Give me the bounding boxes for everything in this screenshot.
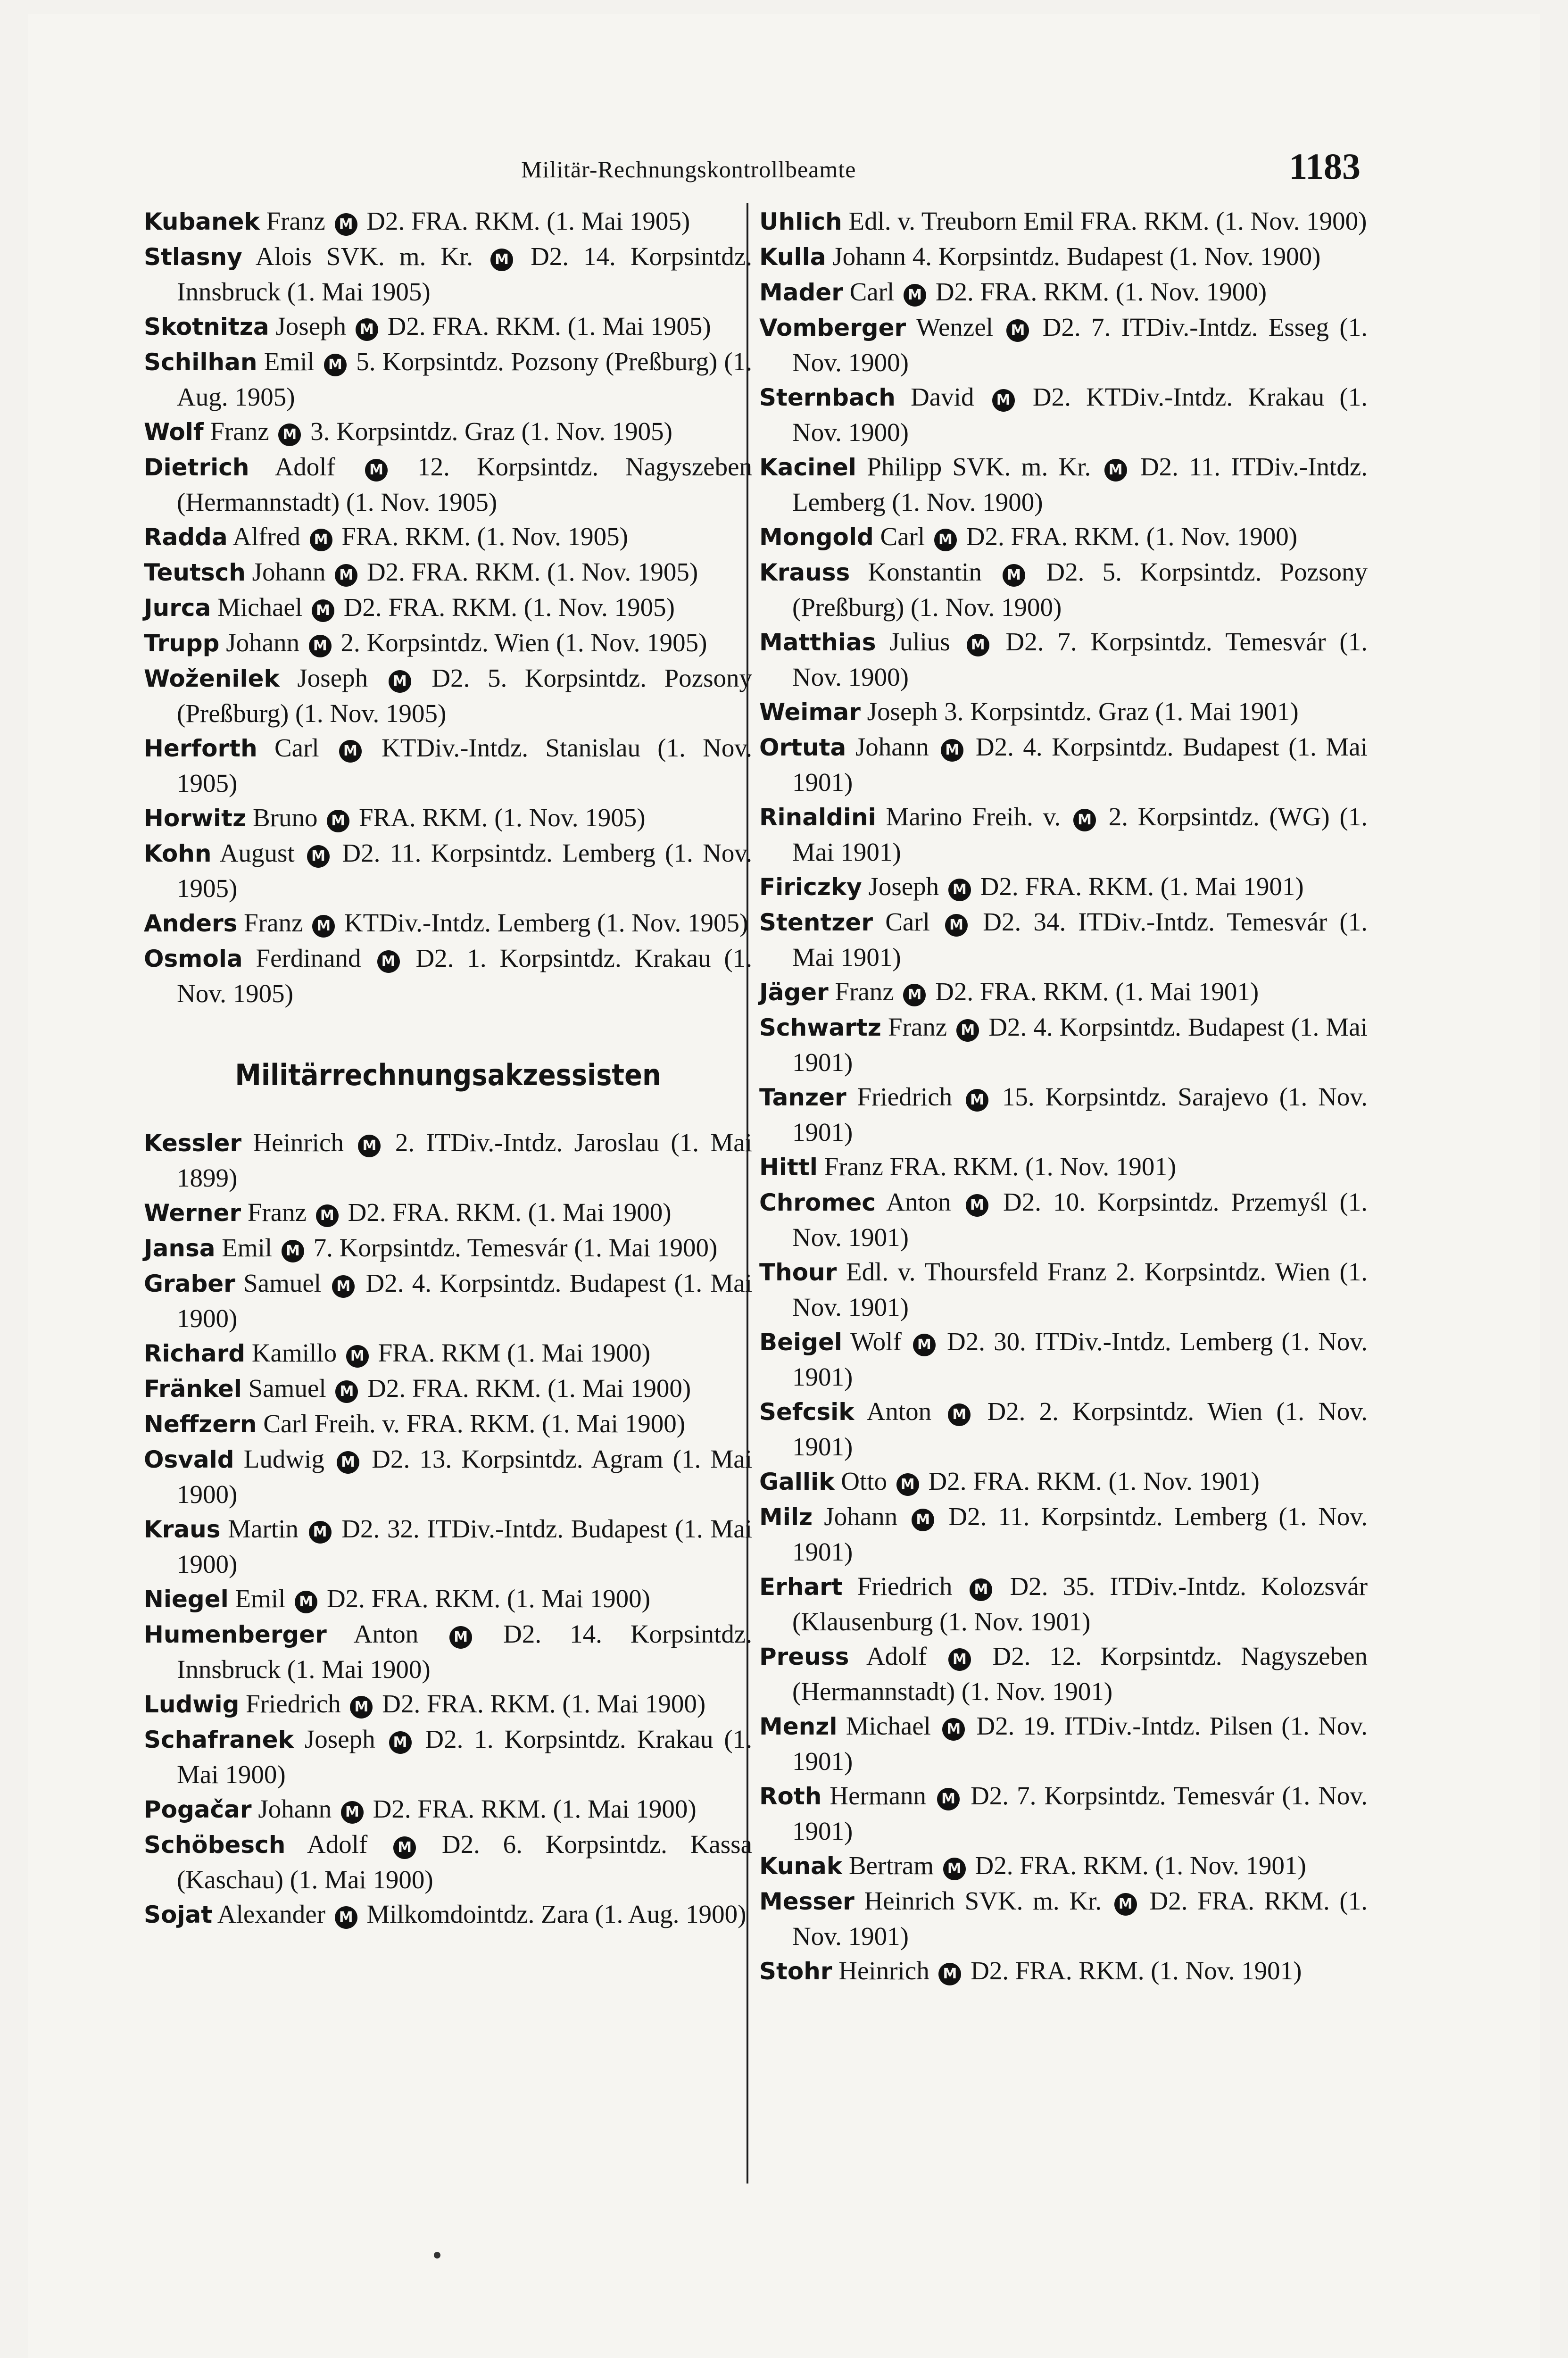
entry-details: Michael M D2. FRA. RKM. (1. Nov. 1905): [217, 593, 675, 622]
entry-surname: Schafranek: [144, 1726, 294, 1753]
directory-entry: [144, 1195, 752, 1230]
directory-entry: [144, 1722, 752, 1792]
entry-surname: Thour: [759, 1259, 837, 1286]
military-merit-icon: M: [1006, 319, 1029, 342]
entry-details: Bertram M D2. FRA. RKM. (1. Nov. 1901): [848, 1851, 1306, 1880]
military-merit-icon: M: [948, 1403, 971, 1426]
entry-details: Heinrich SVK. m. Kr. M D2. FRA. RKM. (1. Nov. 1901): [792, 1886, 1368, 1951]
entry-details: Joseph 3. Korpsintdz. Graz (1. Mai 1901): [867, 697, 1299, 726]
directory-entry: [144, 519, 752, 555]
directory-entry: [144, 836, 752, 905]
directory-entry: [144, 1406, 752, 1442]
military-merit-icon: M: [339, 740, 362, 763]
entry-details: David M D2. KTDiv.-Intdz. Krakau (1. Nov. 1900): [792, 382, 1368, 447]
entry-surname: Tanzer: [759, 1084, 846, 1111]
running-title: Militär-Rechnungskontrollbeamte: [521, 156, 856, 183]
directory-entry: [759, 1079, 1368, 1149]
entry-details: Samuel M D2. 4. Korpsintdz. Budapest (1. Mai 1900): [177, 1269, 752, 1333]
entry-surname: Gallik: [759, 1468, 835, 1495]
entry-surname: Krauss: [759, 559, 850, 586]
military-merit-icon: M: [896, 1473, 919, 1496]
military-merit-icon: M: [282, 1240, 304, 1262]
directory-entry: [759, 624, 1368, 694]
entry-details: Johann M D2. FRA. RKM. (1. Nov. 1905): [252, 557, 698, 586]
entry-details: Anton M D2. 2. Korpsintdz. Wien (1. Nov. 1901): [792, 1397, 1368, 1461]
entry-details: Johann M D2. 11. Korpsintdz. Lemberg (1. Nov. 1901): [792, 1502, 1368, 1566]
directory-entry: [144, 905, 752, 941]
directory-entry: [759, 239, 1368, 274]
directory-entry: [759, 204, 1368, 239]
entry-surname: Firiczky: [759, 873, 862, 901]
entry-details: Adolf M D2. 6. Korpsintdz. Kassa (Kaschau) (1. Mai 1900): [177, 1830, 753, 1894]
entry-surname: Kulla: [759, 243, 826, 271]
directory-entry: [144, 1442, 752, 1511]
directory-entry: [759, 869, 1368, 905]
entry-surname: Wolf: [144, 418, 204, 446]
entry-details: Johann M D2. 4. Korpsintdz. Budapest (1. Mai 1901): [792, 732, 1368, 797]
entry-surname: Werner: [144, 1199, 241, 1227]
directory-entry: [759, 1185, 1368, 1254]
military-merit-icon: M: [903, 984, 926, 1006]
entry-surname: Hittl: [759, 1154, 818, 1181]
entry-surname: Mongold: [759, 523, 874, 551]
entry-surname: Trupp: [144, 630, 220, 657]
directory-entry: [144, 204, 752, 239]
entry-details: Franz FRA. RKM. (1. Nov. 1901): [824, 1152, 1177, 1181]
entry-surname: Fränkel: [144, 1375, 242, 1403]
military-merit-icon: M: [295, 1591, 317, 1613]
entry-details: Carl Freih. v. FRA. RKM. (1. Mai 1900): [263, 1409, 686, 1438]
directory-entry: [144, 1581, 752, 1617]
entry-details: Hermann M D2. 7. Korpsintdz. Temesvár (1. Nov. 1901): [792, 1781, 1368, 1845]
military-merit-icon: M: [966, 1089, 988, 1112]
directory-entry: [144, 1617, 752, 1686]
entry-surname: Kubanek: [144, 208, 260, 235]
directory-entry: [144, 625, 752, 661]
entry-surname: Ortuta: [759, 734, 846, 761]
military-merit-icon: M: [992, 389, 1015, 412]
directory-entry: [144, 1897, 752, 1932]
military-merit-icon: M: [346, 1345, 369, 1368]
entry-details: Johann M D2. FRA. RKM. (1. Mai 1900): [258, 1794, 697, 1823]
military-merit-icon: M: [312, 915, 335, 938]
entry-details: Franz M KTDiv.-Intdz. Lemberg (1. Nov. 1905): [244, 908, 748, 937]
military-merit-icon: M: [335, 564, 357, 587]
military-merit-icon: M: [389, 1731, 412, 1754]
military-merit-icon: M: [327, 810, 349, 832]
directory-entry: [759, 694, 1368, 730]
directory-entry: [144, 1230, 752, 1266]
military-merit-icon: M: [310, 529, 332, 551]
military-merit-icon: M: [970, 1578, 992, 1601]
entry-details: Philipp SVK. m. Kr. M D2. 11. ITDiv.-Intdz. Lemberg (1. Nov. 1900): [792, 452, 1368, 516]
entry-details: Heinrich M 2. ITDiv.-Intdz. Jaroslau (1. Mai 1899): [177, 1128, 752, 1192]
military-merit-icon: M: [358, 1135, 381, 1157]
entry-surname: Weimar: [759, 698, 861, 726]
military-merit-icon: M: [316, 1204, 339, 1227]
military-merit-icon: M: [1104, 459, 1127, 482]
directory-entry: [759, 730, 1368, 799]
entry-details: Joseph M D2. FRA. RKM. (1. Mai 1901): [868, 872, 1304, 901]
entry-surname: Niegel: [144, 1586, 229, 1613]
entry-details: Kamillo M FRA. RKM (1. Mai 1900): [251, 1338, 651, 1367]
entry-surname: Vomberger: [759, 314, 906, 341]
entry-details: Johann M 2. Korpsintdz. Wien (1. Nov. 1905): [226, 628, 707, 657]
entry-surname: Neffzern: [144, 1411, 257, 1438]
entry-surname: Kohn: [144, 840, 212, 867]
entry-details: Emil M 5. Korpsintdz. Pozsony (Preßburg) (1. Aug. 1905): [177, 347, 752, 411]
military-merit-icon: M: [337, 1451, 359, 1474]
entry-details: Edl. v. Thoursfeld Franz 2. Korpsintdz. Wien (1. Nov. 1901): [792, 1257, 1368, 1321]
directory-entry: [759, 1778, 1368, 1848]
entry-details: August M D2. 11. Korpsintdz. Lemberg (1. Nov. 1905): [177, 839, 752, 903]
directory-entry: [759, 1499, 1368, 1569]
military-merit-icon: M: [335, 213, 357, 236]
directory-entry: [144, 1336, 752, 1371]
military-merit-icon: M: [309, 1521, 332, 1544]
entry-surname: Osmola: [144, 945, 243, 972]
entry-surname: Woženilek: [144, 665, 280, 692]
entry-surname: Kessler: [144, 1129, 242, 1157]
entry-surname: Mader: [759, 279, 843, 306]
directory-entry: [759, 380, 1368, 449]
directory-entry: [144, 344, 752, 414]
military-merit-icon: M: [945, 914, 968, 937]
directory-entry: [759, 1324, 1368, 1394]
military-merit-icon: M: [937, 1788, 960, 1810]
entry-details: Martin M D2. 32. ITDiv.-Intdz. Budapest (1. Mai 1900): [177, 1514, 752, 1578]
entry-surname: Teutsch: [144, 559, 246, 586]
directory-entry: [759, 1848, 1368, 1884]
military-merit-icon: M: [307, 845, 330, 868]
entry-details: Anton M D2. 14. Korpsintdz. Innsbruck (1. Mai 1900): [177, 1619, 752, 1684]
directory-entry: [144, 590, 752, 625]
directory-entry: [144, 1792, 752, 1827]
entry-details: Franz M D2. 4. Korpsintdz. Budapest (1. Mai 1901): [792, 1013, 1368, 1077]
directory-entry: [759, 1149, 1368, 1185]
entry-details: Alexander M Milkomdointdz. Zara (1. Aug. 1900): [217, 1900, 747, 1928]
entry-surname: Beigel: [759, 1328, 843, 1356]
directory-entry: [144, 309, 752, 344]
entry-details: Joseph M D2. FRA. RKM. (1. Mai 1905): [275, 312, 711, 340]
directory-entry: [759, 1709, 1368, 1778]
entry-surname: Sefcsik: [759, 1398, 855, 1426]
directory-entry: [144, 414, 752, 449]
entry-surname: Erhart: [759, 1573, 843, 1601]
military-merit-icon: M: [943, 1858, 966, 1880]
directory-entry: [144, 1511, 752, 1581]
entry-surname: Herforth: [144, 735, 257, 762]
entry-details: Franz M D2. FRA. RKM. (1. Mai 1900): [247, 1198, 672, 1227]
directory-entry: [144, 800, 752, 836]
entry-surname: Dietrich: [144, 454, 249, 481]
entry-details: Anton M D2. 10. Korpsintdz. Przemyśl (1. Nov. 1901): [792, 1187, 1368, 1252]
entry-surname: Pogačar: [144, 1796, 252, 1823]
entry-surname: Ludwig: [144, 1691, 240, 1718]
entry-surname: Kunak: [759, 1852, 843, 1880]
entry-details: Carl M D2. FRA. RKM. (1. Nov. 1900): [880, 522, 1298, 551]
entry-list-a: [144, 204, 752, 1011]
directory-entry: [759, 449, 1368, 519]
military-merit-icon: M: [309, 635, 332, 657]
entry-details: Samuel M D2. FRA. RKM. (1. Mai 1900): [248, 1374, 691, 1403]
entry-surname: Milz: [759, 1503, 813, 1531]
military-merit-icon: M: [938, 1963, 961, 1985]
entry-details: Friedrich M D2. FRA. RKM. (1. Mai 1900): [246, 1689, 706, 1718]
military-merit-icon: M: [324, 354, 347, 376]
military-merit-icon: M: [912, 1509, 934, 1531]
entry-details: Carl M D2. FRA. RKM. (1. Nov. 1900): [849, 277, 1267, 306]
directory-entry: [759, 310, 1368, 380]
section-heading: Militärrechnungsakzessisten: [235, 1058, 661, 1092]
directory-entry: [759, 1394, 1368, 1464]
entry-surname: Stentzer: [759, 909, 873, 936]
military-merit-icon: M: [312, 599, 334, 622]
entry-details: Bruno M FRA. RKM. (1. Nov. 1905): [252, 803, 646, 832]
directory-entry: [759, 1884, 1368, 1953]
page-number: 1183: [1289, 146, 1361, 187]
directory-entry: [759, 1464, 1368, 1499]
left-column: [144, 204, 752, 1932]
entry-surname: Jansa: [144, 1235, 216, 1262]
page-header: [0, 141, 1568, 193]
military-merit-icon: M: [934, 529, 957, 551]
military-merit-icon: M: [904, 284, 926, 307]
entry-details: Ferdinand M D2. 1. Korpsintdz. Krakau (1. Nov. 1905): [177, 944, 752, 1008]
entry-surname: Graber: [144, 1270, 235, 1297]
entry-details: Marino Freih. v. M 2. Korpsintdz. (WG) (1. Mai 1901): [792, 802, 1368, 866]
entry-surname: Roth: [759, 1783, 822, 1810]
entry-details: Otto M D2. FRA. RKM. (1. Nov. 1901): [841, 1467, 1260, 1495]
entry-details: Emil M 7. Korpsintdz. Temesvár (1. Mai 1900): [222, 1233, 718, 1262]
entry-details: Michael M D2. 19. ITDiv.-Intdz. Pilsen (1. Nov. 1901): [792, 1711, 1368, 1776]
military-merit-icon: M: [967, 634, 989, 656]
entry-details: Adolf M D2. 12. Korpsintdz. Nagyszeben (Hermannstadt) (1. Nov. 1901): [792, 1642, 1368, 1706]
directory-entry: [144, 239, 752, 309]
entry-surname: Kacinel: [759, 454, 856, 481]
directory-entry: [759, 974, 1368, 1010]
directory-entry: [144, 941, 752, 1011]
directory-entry: [144, 449, 752, 519]
entry-surname: Horwitz: [144, 805, 247, 832]
directory-entry: [759, 905, 1368, 974]
entry-details: Carl M KTDiv.-Intdz. Stanislau (1. Nov. 1905): [177, 733, 753, 797]
military-merit-icon: M: [956, 1019, 979, 1042]
entry-details: Franz M D2. FRA. RKM. (1. Mai 1905): [266, 207, 690, 235]
directory-entry: [759, 1953, 1368, 1989]
entry-surname: Matthias: [759, 629, 876, 656]
entry-surname: Skotnitza: [144, 313, 269, 340]
directory-entry: [144, 661, 752, 731]
directory-entry: [144, 1266, 752, 1336]
entry-details: Wenzel M D2. 7. ITDiv.-Intdz. Esseg (1. Nov. 1900): [792, 313, 1368, 377]
military-merit-icon: M: [356, 318, 378, 341]
military-merit-icon: M: [278, 423, 301, 446]
entry-surname: Chromec: [759, 1189, 876, 1216]
entry-details: Wolf M D2. 30. ITDiv.-Intdz. Lemberg (1. Nov. 1901): [792, 1327, 1368, 1391]
military-merit-icon: M: [948, 1648, 971, 1671]
entry-surname: Schilhan: [144, 349, 257, 376]
entry-details: Julius M D2. 7. Korpsintdz. Temesvár (1. Nov. 1900): [792, 627, 1368, 691]
entry-surname: Rinaldini: [759, 804, 876, 831]
entry-surname: Kraus: [144, 1516, 221, 1543]
military-merit-icon: M: [377, 950, 400, 973]
entry-list-right: [759, 204, 1368, 1989]
right-column: [759, 204, 1368, 1989]
military-merit-icon: M: [393, 1836, 416, 1859]
military-merit-icon: M: [335, 1906, 357, 1929]
entry-details: Adolf M 12. Korpsintdz. Nagyszeben (Hermannstadt) (1. Nov. 1905): [177, 452, 752, 516]
directory-entry: [759, 799, 1368, 869]
military-merit-icon: M: [341, 1801, 364, 1824]
military-merit-icon: M: [1073, 809, 1096, 831]
entry-details: Emil M D2. FRA. RKM. (1. Mai 1900): [235, 1584, 650, 1613]
military-merit-icon: M: [942, 1718, 965, 1741]
entry-surname: Menzl: [759, 1713, 838, 1740]
military-merit-icon: M: [913, 1334, 936, 1356]
directory-entry: [759, 1254, 1368, 1324]
military-merit-icon: M: [389, 670, 411, 693]
entry-details: Franz M 3. Korpsintdz. Graz (1. Nov. 1905): [210, 417, 672, 446]
directory-entry: [144, 555, 752, 590]
entry-details: Joseph M D2. 5. Korpsintdz. Pozsony (Preßburg) (1. Nov. 1905): [177, 664, 752, 728]
entry-surname: Stlasny: [144, 243, 242, 271]
military-merit-icon: M: [332, 1275, 355, 1298]
directory-entry: [759, 519, 1368, 555]
military-merit-icon: M: [1003, 564, 1025, 587]
directory-entry: [759, 274, 1368, 310]
military-merit-icon: M: [1114, 1893, 1137, 1916]
military-merit-icon: M: [966, 1194, 988, 1217]
entry-details: Heinrich M D2. FRA. RKM. (1. Nov. 1901): [838, 1956, 1302, 1985]
military-merit-icon: M: [948, 879, 971, 901]
entry-surname: Sternbach: [759, 384, 896, 411]
entry-surname: Schöbesch: [144, 1831, 286, 1859]
directory-entry: [759, 1010, 1368, 1079]
entry-surname: Radda: [144, 523, 228, 551]
entry-details: Carl M D2. 34. ITDiv.-Intdz. Temesvár (1. Mai 1901): [792, 907, 1368, 971]
directory-entry: [759, 1639, 1368, 1709]
entry-details: Friedrich M D2. 35. ITDiv.-Intdz. Kolozsvár (Klausenburg (1. Nov. 1901): [792, 1572, 1368, 1636]
directory-entry: [144, 1827, 752, 1897]
entry-details: Alfred M FRA. RKM. (1. Nov. 1905): [232, 522, 628, 551]
military-merit-icon: M: [335, 1380, 358, 1403]
entry-details: Ludwig M D2. 13. Korpsintdz. Agram (1. Mai 1900): [177, 1445, 752, 1509]
ink-spot: [434, 2252, 440, 2258]
entry-details: Johann 4. Korpsintdz. Budapest (1. Nov. 1900): [832, 242, 1321, 271]
entry-details: Franz M D2. FRA. RKM. (1. Mai 1901): [835, 977, 1259, 1006]
military-merit-icon: M: [941, 739, 963, 762]
directory-entry: [144, 1686, 752, 1722]
directory-entry: [759, 1569, 1368, 1639]
entry-surname: Stohr: [759, 1958, 832, 1985]
entry-surname: Uhlich: [759, 208, 842, 235]
directory-entry: [144, 1371, 752, 1406]
directory-entry: [759, 555, 1368, 624]
military-merit-icon: M: [490, 249, 513, 271]
entry-details: Edl. v. Treuborn Emil FRA. RKM. (1. Nov. 1900): [848, 207, 1367, 235]
entry-surname: Anders: [144, 910, 238, 937]
entry-surname: Preuss: [759, 1643, 849, 1670]
entry-details: Friedrich M 15. Korpsintdz. Sarajevo (1. Nov. 1901): [792, 1082, 1368, 1146]
entry-details: Konstantin M D2. 5. Korpsintdz. Pozsony (Preßburg) (1. Nov. 1900): [792, 557, 1368, 622]
entry-surname: Schwartz: [759, 1014, 881, 1041]
entry-surname: Jurca: [144, 594, 211, 622]
entry-surname: Humenberger: [144, 1621, 327, 1648]
directory-entry: [144, 1125, 752, 1195]
entry-details: Joseph M D2. 1. Korpsintdz. Krakau (1. Mai 1900): [177, 1725, 752, 1789]
directory-entry: [144, 731, 752, 800]
entry-list-b: [144, 1125, 752, 1932]
entry-details: Alois SVK. m. Kr. M D2. 14. Korpsintdz. Innsbruck (1. Mai 1905): [177, 242, 752, 306]
entry-surname: Sojat: [144, 1901, 213, 1928]
military-merit-icon: M: [365, 459, 388, 482]
entry-surname: Richard: [144, 1340, 246, 1367]
military-merit-icon: M: [350, 1696, 373, 1719]
entry-surname: Jäger: [759, 979, 829, 1006]
entry-surname: Messer: [759, 1888, 855, 1915]
military-merit-icon: M: [449, 1626, 472, 1649]
entry-surname: Osvald: [144, 1446, 234, 1473]
